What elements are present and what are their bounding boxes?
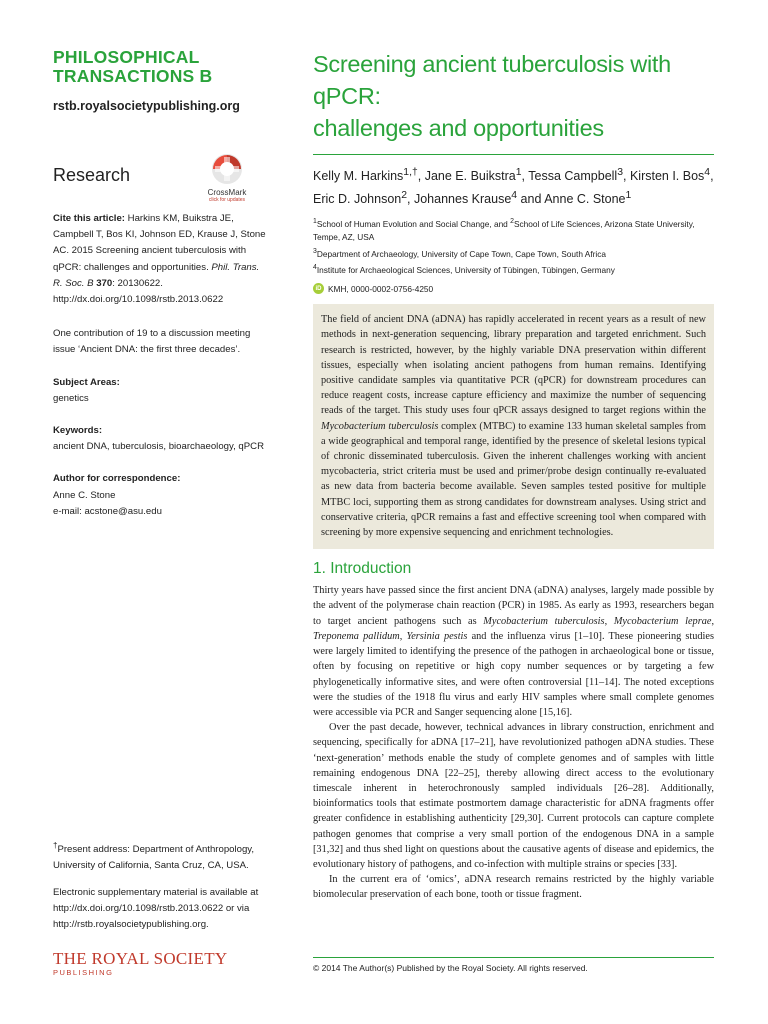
- intro-paragraph-1: Thirty years have passed since the first ancient DNA (aDNA) analyses, largely made possible by the advent of the polymerase chain reaction (PCR) in 1985. As early as 1993, researchers began to target ancient pathogens such as Mycobacterium tuberculosis, Mycobacterium leprae, Treponema pallidum, Yersinia pestis and the influenza virus [1–10]. These pioneering studies were largely limited to identifying the presence of the pathogen in archaeological bone or tissue, often by focusing on repetitive or high copy number sequences or by targeting a few phylogenetically informative sites, and were often controversial [11–14]. The noted exceptions were the studies of the 1918 flu virus and early HIV samples where small complete genomes were accessible via PCR and Sanger sequencing alone [15,16].: [313, 585, 715, 718]
- cite-doi-link[interactable]: http://dx.doi.org/10.1098/rstb.2013.0622: [53, 294, 224, 306]
- cite-block: [53, 211, 268, 308]
- journal-title: PHILOSOPHICAL TRANSACTIONS B: [53, 47, 213, 86]
- cite-rest: : 20130622.: [112, 277, 163, 289]
- correspondence-email[interactable]: e-mail: acstone@asu.edu: [53, 505, 162, 517]
- keywords-value: ancient DNA, tuberculosis, bioarchaeology, qPCR: [53, 441, 264, 453]
- cite-volume: 370: [93, 277, 113, 289]
- orcid-text: KMH, 0000-0002-0756-4250: [328, 283, 434, 294]
- crossmark-label: CrossMark: [207, 188, 247, 197]
- journal-url[interactable]: rstb.royalsocietypublishing.org: [53, 99, 240, 113]
- cite-heading: Cite this article:: [53, 213, 125, 224]
- subject-value: genetics: [53, 392, 89, 404]
- author: Kelly M. Harkins$^{1,\dagger}$,: [313, 167, 425, 184]
- left-column: [53, 48, 268, 520]
- author-list: [313, 163, 714, 209]
- intro-paragraph-3: In the current era of ‘omics’, aDNA research remains restricted by the highly variable biomolecular preservation of each bone, tooth or tissue fragment.: [313, 874, 714, 901]
- present-address: [53, 838, 268, 875]
- correspondence-name: Anne C. Stone: [53, 489, 116, 501]
- orcid-icon: iD: [313, 283, 324, 294]
- keywords-heading: Keywords:: [53, 425, 103, 437]
- subject-areas: [53, 375, 268, 407]
- present-address-mark: †: [53, 841, 58, 850]
- publisher-name: THE ROYAL SOCIETY: [53, 949, 228, 968]
- copyright-footer: © 2014 The Author(s) Published by the Royal Society. All rights reserved.: [313, 957, 714, 973]
- publisher-sub: PUBLISHING: [53, 968, 114, 977]
- supplementary-note: Electronic supplementary material is available at http://dx.doi.org/10.1098/rstb.2013.0622 or via http://rstb.royalsocietypublishing.org.: [53, 887, 259, 931]
- contribution-note: One contribution of 19 to a discussion meeting issue ‘Ancient DNA: the first three decades’.: [53, 328, 251, 356]
- keywords: [53, 423, 268, 455]
- research-row: [53, 153, 268, 205]
- title-divider: [313, 154, 714, 155]
- author: Tessa Campbell$^3$,: [528, 167, 630, 184]
- correspondence-heading: Author for correspondence:: [53, 473, 181, 485]
- author: Kirsten I. Bos$^4$,: [629, 167, 714, 184]
- cite-journal: Phil. Trans. R. Soc. B: [53, 261, 260, 289]
- present-address-text: Present address: Department of Anthropology, University of California, Santa Cruz, CA, USA.: [53, 844, 255, 872]
- author: Jane E. Buikstra$^1$,: [424, 167, 529, 184]
- right-column: [313, 48, 714, 903]
- cite-text: Harkins KM, Buikstra JE, Campbell T, Bos KI, Johnson ED, Krause J, Stone AC. 2015 Screening ancient tuberculosis with qPCR: challenges and opportunities.: [53, 213, 266, 273]
- affiliation-1-2: $^1$School of Human Evolution and Social Change, and $^2$School of Life Sciences, Arizona State University, Tempe, AZ, USA: [313, 218, 695, 243]
- publisher-logo: [53, 950, 227, 977]
- correspondence: [53, 471, 268, 520]
- subject-heading: Subject Areas:: [53, 376, 120, 388]
- author: Anne C. Stone$^1$: [544, 190, 632, 207]
- affiliation-4: $^4$Institute for Archaeological Sciences, University of Tübingen, Tübingen, Germany: [313, 264, 615, 275]
- section-heading-introduction: 1. Introduction: [313, 560, 412, 578]
- orcid-row[interactable]: [313, 283, 714, 294]
- author: Eric D. Johnson$^2$,: [313, 190, 414, 207]
- article-title: Screening ancient tuberculosis with qPCR: challenges and opportunities: [313, 51, 671, 141]
- affiliations: [313, 215, 714, 277]
- abstract-box: The field of ancient DNA (aDNA) has rapidly accelerated in recent years as a result of new methods in next-generation sequencing, library preparation and targeted enrichment. Such research is restricted, however, by the highly variable DNA preservation within different tissues, especially when isolating ancient pathogens from human remains. Identifying positive candidate samples via quantitative PCR (qPCR) for downstream procedures can reduce reagent costs, increase capture efficiency and maximize the number of sequencing reads of the target. This study uses four qPCR assays designed to target regions within the Mycobacterium tuberculosis complex (MTBC) to examine 133 human skeletal samples from a wide geographical and temporal range, identified by the presence of skeletal lesions typical of chronic disseminated tuberculosis. Given the inherent challenges working with ancient mycobacteria, strict criteria must be used and primer/probe design continually re-evaluated as new data from bacteria become available. Seven samples tested positive for multiple MTBC loci, supporting them as strong candidates for downstream analyses. Using strict and conservative criteria, qPCR remains a fast and effective screening tool when compared with screening by more expensive sequencing and enrichment technologies.: [313, 304, 714, 549]
- author: Johannes Krause$^4$ and: [413, 190, 545, 207]
- crossmark-icon: [211, 153, 243, 185]
- affiliation-3: $^3$Department of Archaeology, University of Cape Town, Cape Town, South Africa: [313, 247, 607, 259]
- crossmark-badge[interactable]: [195, 153, 259, 205]
- intro-paragraph-2: Over the past decade, however, technical advances in library construction, enrichment and sequencing, specifically for aDNA [17–21], have revolutionized pathogen aDNA studies. These ‘next-generation’ methods enable the study of complete genomes and of samples with little remaining endogenous DNA [22–25], thereby allowing direct access to the evolutionary timescale inherent in heterochronously sampled individuals [26–28]. Additionally, bioinformatics tools that estimate postmortem damage characteristic for aDNA fragments offer greater confidence in establishing authenticity [29,30]. Current protocols can capture complete pathogen genomes that comprise a very small portion of the endogenous DNA in a sample [31,32] and thus shed light on questions about the causative agents of disease and epidemics, the evolutionary history of pathogens, and co-infection with multiple strains or species [33].: [313, 722, 714, 870]
- crossmark-sub: click for updates: [208, 197, 246, 203]
- section-label: Research: [53, 165, 131, 185]
